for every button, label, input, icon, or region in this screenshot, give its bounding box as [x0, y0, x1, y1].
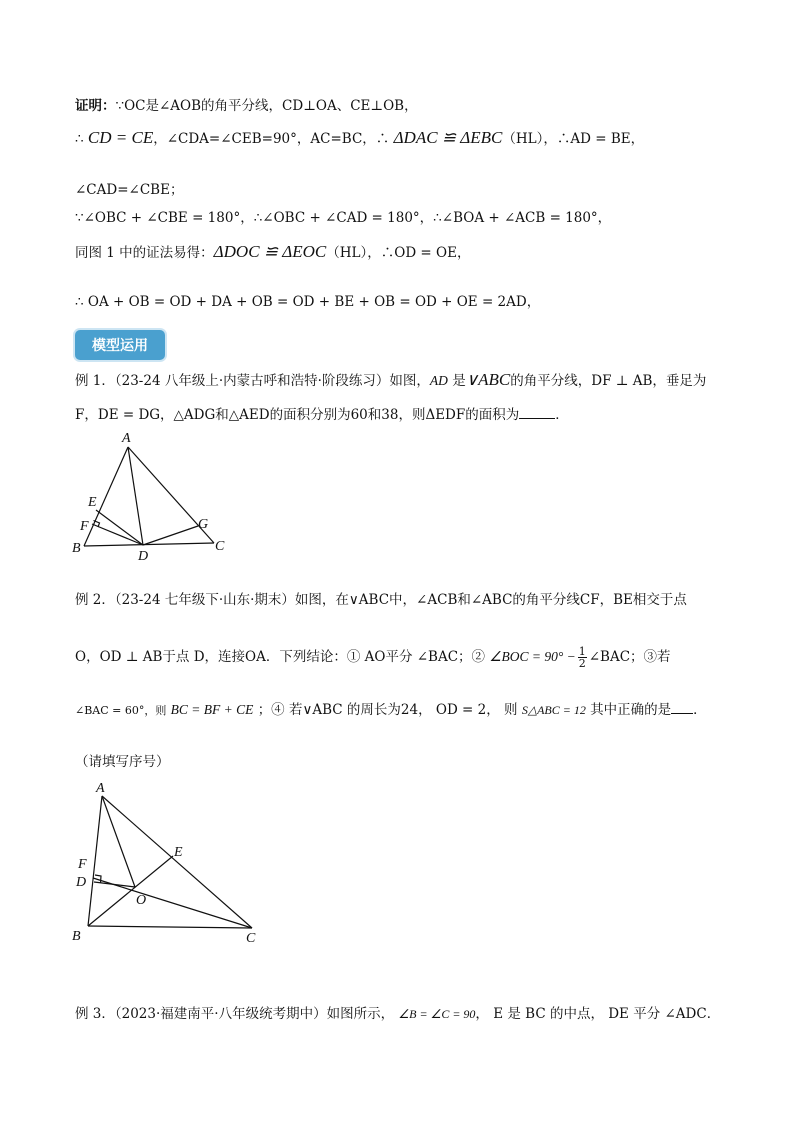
- proof-text-1: ∵OC是∠AOB的角平分线，CD⊥OA、CE⊥OB，: [115, 98, 418, 114]
- ex3-right-angles: ∠B = ∠C = 90: [398, 1007, 476, 1021]
- ex2-text-2a: O，OD ⊥ AB于点 D，连接OA．下列结论：① AO平分 ∠BAC；②: [75, 649, 486, 665]
- ex2-period: ．: [693, 702, 707, 718]
- ex3-line-1: [75, 1004, 720, 1024]
- ex2-bc-sum: BC = BF + CE: [170, 702, 254, 717]
- ex1-label-d: D: [138, 549, 149, 564]
- ex3-text-1a: 例 3．（2023·福建南平·八年级统考期中）如图所示，: [75, 1006, 395, 1022]
- proof-label: 证明：: [75, 98, 116, 114]
- ex1-label-e: E: [88, 495, 97, 510]
- proof-line-2: [75, 128, 644, 149]
- ex2-answer-blank[interactable]: [671, 701, 693, 714]
- ex2-text-3c: ；④ 若∨ABC 的周长为24， OD = 2， 则: [257, 702, 518, 718]
- proof-text-3: ∠CAD=∠CBE；: [75, 182, 184, 198]
- ex2-label-c: C: [246, 931, 256, 946]
- proof-line-3: [75, 180, 183, 200]
- ex1-text-1a: 例 1．（23-24 八年级上·内蒙古呼和浩特·阶段练习）如图，: [75, 373, 430, 389]
- one-half-fraction: [578, 646, 587, 669]
- ex2-text-1: 例 2．（23-24 七年级下·山东·期末）如图，在∨ABC中，∠ACB和∠ABC的角平分线CF，BE相交于点: [75, 592, 687, 608]
- ex2-hint: （请填写序号）: [75, 754, 170, 770]
- ex2-angle-bac-60: ∠BAC = 60°，则: [75, 704, 167, 717]
- section-badge: 模型运用: [75, 330, 165, 360]
- proof-line-6: [75, 292, 540, 312]
- ex2-line-1: [75, 590, 687, 610]
- ex1-label-f: F: [80, 519, 89, 534]
- proof-text-5b: （HL），∴OD = OE，: [326, 245, 471, 261]
- ex1-label-g: G: [198, 517, 209, 532]
- ex2-figure: [70, 778, 270, 948]
- ex2-area: S△ABC = 12: [521, 703, 586, 717]
- proof-line-4: [75, 208, 611, 228]
- ex1-line-1: [75, 370, 706, 391]
- ex1-figure: [70, 428, 230, 568]
- ex1-label-a: A: [122, 431, 131, 446]
- proof-text-2c: （HL），∴AD = BE，: [502, 131, 645, 147]
- ex2-angle-boc: ∠BOC = 90° −: [489, 649, 576, 664]
- ex1-text-1c: 的角平分线，DF ⊥ AB，垂足为: [510, 373, 707, 389]
- proof-text-4: ∵∠OBC + ∠CBE = 180°，∴∠OBC + ∠CAD = 180°，∴∠BOA + ∠ACB = 180°，: [75, 210, 612, 226]
- ex2-line-2: [75, 646, 671, 669]
- fraction-numerator: 1: [578, 645, 586, 658]
- ex1-label-b: B: [72, 541, 81, 556]
- proof-text-5a: 同图 1 中的证法易得：: [75, 245, 214, 261]
- ex1-label-c: C: [215, 539, 225, 554]
- ex2-line-3: [75, 700, 707, 721]
- ex2-label-o: O: [136, 893, 147, 908]
- ex1-period: ．: [555, 407, 569, 423]
- ex2-label-d: D: [76, 875, 87, 890]
- ex1-triangle-abc: ∨ABC: [465, 370, 511, 389]
- ex2-line-4: [75, 752, 170, 772]
- ex1-line-2: [75, 405, 569, 425]
- proof-text-6: ∴ OA + OB = OD + DA + OB = OD + BE + OB = OD + OE = 2AD，: [75, 294, 541, 310]
- ex1-text-1b: 是: [452, 373, 466, 389]
- ex1-ad: AD: [429, 373, 448, 388]
- ex1-text-2a: F，DE = DG，△ADG和△AED的面积分别为60和38，则ΔEDF的面积为: [75, 407, 520, 423]
- congruence-dac-ebc: ΔDAC ≌ ΔEBC: [393, 128, 503, 147]
- ex3-text-1c: ， E 是 BC 的中点， DE 平分 ∠ADC．: [475, 1006, 721, 1022]
- ex2-label-a: A: [96, 781, 105, 796]
- ex2-text-3d: 其中正确的是: [590, 702, 672, 718]
- ex1-answer-blank[interactable]: [519, 406, 555, 419]
- ex2-label-e: E: [174, 845, 183, 860]
- ex2-text-2c: ∠BAC；③若: [588, 649, 671, 665]
- congruence-doc-eoc: ΔDOC ≌ ΔEOC: [213, 242, 327, 261]
- ex2-label-b: B: [72, 929, 81, 944]
- cd-equals-ce: CD = CE: [87, 128, 154, 147]
- ex2-label-f: F: [78, 857, 87, 872]
- proof-line-5: [75, 242, 470, 263]
- proof-text-2b: ，∠CDA=∠CEB=90°，AC=BC，∴: [153, 131, 390, 147]
- fraction-denominator: 2: [578, 657, 586, 670]
- therefore-sign: ∴: [75, 131, 84, 147]
- proof-line-1: [75, 96, 418, 116]
